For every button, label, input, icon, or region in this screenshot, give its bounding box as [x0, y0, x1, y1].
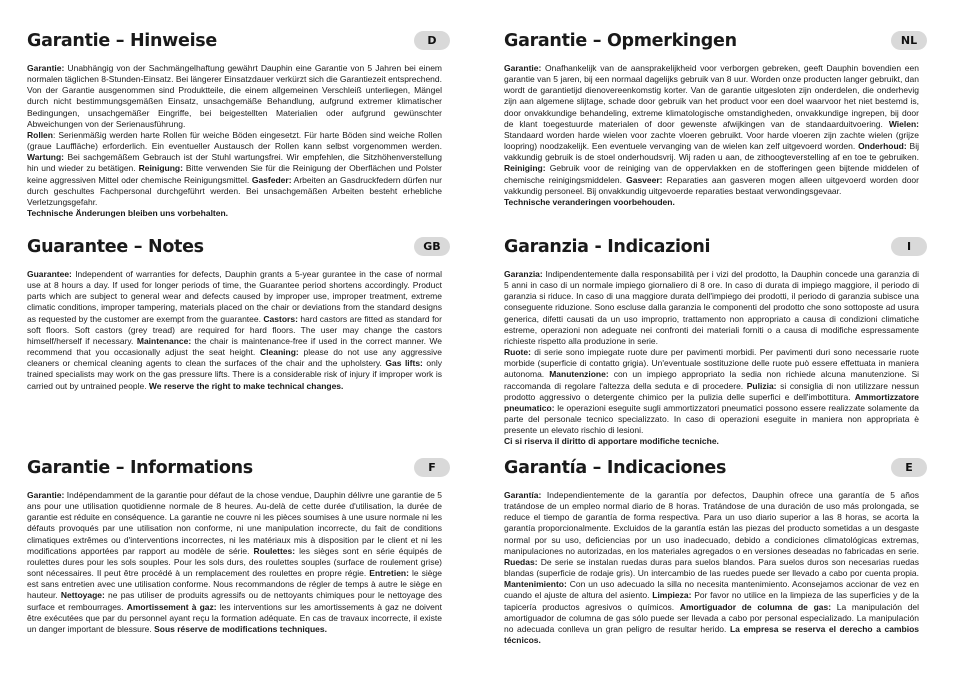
text-run: Indipendentemente dalla responsabilità per i vizi del prodotto, la Dauphin concede una garanzia di 5 anni in caso di un normale impiego giornaliero di 8 ore. In caso di durata di impiego maggiore, il periodo di garanzia si riduce. In caso di una maggiore durata dell'impiego dei prodotti, il periodo di garanzia subisce una conseguente riduzione. Sono escluse dalla garanzia le componenti del prodotto che sono sottoposte ad usura generica, difetti causati da un uso improprio, trattamento non appropriato a causa di condizioni climatiche estreme, operazioni non adeguate nei confronti dei materiali forniti o a causa di modifiche espressamente richieste rispetto alla produzione in serie. [504, 269, 919, 346]
text-run: Gebruik voor de reiniging van de oppervlakken en de stofferingen geen bijtende middelen of chemische reinigingsmiddelen. [504, 163, 919, 185]
bold-run: Pulizia: [746, 380, 777, 391]
bold-run: Amortissement à gaz: [126, 601, 217, 612]
bold-run: Garantie: [27, 63, 65, 73]
section-header [504, 30, 919, 56]
section-i [504, 236, 919, 448]
text-run: le operazioni eseguite sugli ammortizzatori pneumatici possono essere realizzate solamente da parte del personale tecnico specializzato. In caso di operazioni eseguite in maniera non appropriata è presente un elevato rischio di lesioni. [504, 402, 919, 436]
bold-run: Ci si riserva il diritto di apportare modifiche tecniche. [504, 436, 719, 447]
bold-run: Ruedas: [504, 556, 538, 567]
text-run: con un impiego appropriato la sedia non richiede alcuna manutenzione. Si raccomanda di regolare l'altezza della seduta e di procedere. [504, 369, 920, 391]
section-header [504, 236, 919, 262]
text-run: les sièges sont en série équipés de roulettes dures pour les sols souples. Pour les sols durs, des roulettes souples (surface de roulement grise) sont nécessaires. Il peut être procédé à un remplacement des roulettes en propre régie. [27, 545, 442, 579]
paragraph [504, 197, 919, 208]
bold-run: Roulettes: [253, 545, 296, 556]
text-run: les interventions sur les amortissements à gaz ne doivent être exécutées que par du personnel ayant reçu la formation adéquate. En cas de travaux incorrecte, il existe un danger important de blessure. [27, 601, 442, 634]
bold-run: Reiniging: [504, 163, 546, 174]
bold-run: Technische veranderingen voorbehouden. [504, 196, 675, 207]
language-badge: I [891, 237, 927, 256]
text-run: Independent of warranties for defects, Dauphin grants a 5-year gurantee in the case of normal use at 8 hours a day. If used for longer periods of time, the Guarantee period shortens accordingly. Product parts which are subject to general wear and defects caused by improper use, improper treatment, extreme climatic conditions, improper tampering, materials placed on the chair or deviations from the standard designs as requested by the customer are exempt from the guarantee. [27, 269, 442, 324]
text-run: di serie sono impiegate ruote dure per pavimenti morbidi. Per pavimenti duri sono necessarie ruote morbide (superficie di contatto grigia). Un'eventuale sostituzione delle ruote può essere effettuata in maniera autonoma. [504, 347, 919, 380]
bold-run: Garantie: [27, 490, 65, 500]
paragraph [504, 490, 919, 646]
text-run: Standaard worden harde wielen voor zachte vloeren gebruikt. Voor harde vloeren zijn zachte wielen (grijze loopring) noodzakelijk. Een eventuele vervanging van de wielen kan zelf uitgevoerd worden. [504, 129, 919, 152]
section-body [504, 269, 919, 448]
section-title: Garantie – Opmerkingen [504, 31, 737, 51]
bold-run: Reinigung: [138, 163, 183, 174]
bold-run: Amortiguador de columna de gas: [679, 601, 832, 612]
language-badge: E [891, 458, 927, 477]
bold-run: Castors: [263, 313, 298, 324]
bold-run: Gasveer: [626, 174, 663, 185]
text-run: Onafhankelijk van de aansprakelijkheid voor verborgen gebreken, geeft Dauphin bovendien een garantie van 5 jaren, bij een normaal dagelijks gebruik van 8 uur. Worden onze producten langer gebruikt, dan wordt de garantietijd dienovereenkomstig korter. Van de garantie uitgesloten zijn onderdelen, die onderhevig zijn aan algemene slijtage, schade door gebruik van het product voor een doel waarvoor het niet bestemd is, door onvakkundige behandeling, extreme klimatologische omstandigheden, onvakkundige ingrepen, bij door de klant toegestuurde materialen of door gewenste afwijkingen van de standaarduitvoering. [504, 63, 919, 129]
text-run: Indépendamment de la garantie pour défaut de la chose vendue, Dauphin délivre une garantie de 5 ans pour une utilisation quotidienne normale de 8 heures. Au-delà de cette durée d'utilisation, la durée de garantie est réduite en conséquence. La garantie ne couvre ni les pièces soumises à une usure normale ni les défauts provoqués par une utilisation non conforme, ni une manipulation incorrecte, du fait de conditions climatiques extrêmes ou d'interventions incorrectes, ni les matériaux mis à disposition par le client et ni les modifications apportées par rapport au modèle de série. [27, 490, 442, 556]
section-body [504, 63, 919, 208]
paragraph [504, 269, 919, 347]
section-header [27, 30, 442, 56]
section-title: Garantie – Hinweise [27, 31, 217, 51]
bold-run: Garanzia: [504, 269, 543, 279]
section-body [27, 269, 442, 392]
bold-run: Gasfeder: [251, 174, 292, 185]
text-run: Con un uso adecuado la silla no necesita mantenimiento. Aconsejamos accionar de vez en cuando el ajuste de altura del asiento. [504, 579, 919, 601]
text-run: ne pas utiliser de produits agressifs ou de nettoyants chimiques pour le nettoyage des surface et rembourrages. [27, 590, 442, 612]
bold-run: Gas lifts: [385, 358, 423, 369]
bold-run: Garantie: [504, 63, 542, 73]
language-badge: GB [414, 237, 450, 256]
text-run: hard castors are fitted as standard for soft floors. Soft castors (grey tread) are required for hard floors. The user may change the castors himself/herself if necessary. [27, 313, 442, 346]
section-de [27, 30, 442, 219]
section-title: Garantía – Indicaciones [504, 458, 727, 478]
bold-run: Limpieza: [652, 590, 692, 601]
bold-run: Onderhoud: [858, 141, 907, 152]
bold-run: Technische Änderungen bleiben uns vorbehalten. [27, 208, 229, 219]
paragraph [27, 208, 442, 219]
text-run: La manipulación del amortiguador de columna de gas sólo puede ser llevada a cabo por personal especializado. La manipulación no adecuada conlleva un gran peligro de resultar herido. [504, 601, 919, 634]
bold-run: We reserve the right to make technical changes. [148, 380, 344, 391]
paragraph [27, 130, 442, 208]
bold-run: Cleaning: [260, 347, 299, 358]
bold-run: Mantenimiento: [504, 579, 567, 590]
paragraph [504, 347, 919, 436]
text-run: only trained specialists may work on the gas pressure lifts. There is a considerable risk of injury if improper work is carried out by untrained people. [27, 358, 442, 391]
section-body [504, 490, 919, 646]
bold-run: Maintenance: [136, 335, 192, 346]
section-title: Garantie – Informations [27, 458, 253, 478]
text-run: Unabhängig von der Sachmängelhaftung gewährt Dauphin eine Garantie von 5 Jahren bei einem normalen täglichen 8-Stunden-Einsatz. Bei längerer Einsatzdauer verkürzt sich die Garantiezeit entsprechend. Von der Garantie ausgenommen sind Produktteile, die einem allgemeinen Verschleiß unterliegen, Mängel durch nicht bestimmungsgemäßen Einsatz, unsachgemäße Behandlung, aufgrund extremer klimatischer Bedingungen, unsachgemäßer Eingriffe, bei beigestellten Materialien oder aufgrund gewünschter Abweichungen von der Serienausführung. [27, 63, 442, 129]
bold-run: Wielen: [888, 118, 919, 129]
section-f [27, 457, 442, 635]
section-title: Garanzia - Indicazioni [504, 237, 711, 257]
section-body [27, 63, 442, 219]
bold-run: Manutenzione: [549, 369, 609, 380]
bold-run: Sous réserve de modifications techniques. [154, 623, 327, 634]
section-e [504, 457, 919, 646]
bold-run: Wartung: [27, 152, 64, 163]
bold-run: Guarantee: [27, 269, 72, 279]
bold-run: Ammortizzatore pneumatico: [504, 391, 919, 413]
text-run: Por favor no utilice en la limpieza de las superficies y de la tapicería productos agresivos o químicos. [504, 590, 919, 612]
text-run: le siège est sans entretien avec une utilisation conforme. Nous recommandons de régler de temps à autre le siège en hauteur. [27, 568, 442, 601]
section-header [27, 457, 442, 483]
section-nl [504, 30, 919, 208]
bold-run: Ruote: [504, 347, 531, 358]
text-run: : Serienmäßig werden harte Rollen für weiche Böden eingesetzt. Für harte Böden sind weiche Rollen (graue Lauffläche) erforderlich. Ein eventueller Austausch der Rollen kann selbst vorgenommen werden. [27, 129, 442, 152]
section-header [27, 236, 442, 262]
text-run: Bei sachgemäßem Gebrauch ist der Stuhl wartungsfrei. Wir empfehlen, die Sitzhöhenverstellung hin und wieder zu betätigen. [27, 152, 442, 174]
section-gb [27, 236, 442, 392]
section-body [27, 490, 442, 635]
bold-run: Entretien: [369, 568, 409, 579]
bold-run: La empresa se reserva el derecho a cambios técnicos. [504, 623, 919, 646]
section-header [504, 457, 919, 483]
paragraph [27, 269, 442, 392]
paragraph [27, 490, 442, 635]
bold-run: Rollen [27, 129, 53, 140]
language-badge: NL [891, 31, 927, 50]
text-run: Arbeiten an Gasdruckfedern dürfen nur durch geschultes Fachpersonal durchgeführt werden. Bei unsachgemäßen Arbeiten besteht erhebliche Verletzungsgefahr. [27, 174, 442, 207]
text-run: Reparaties aan gasveren mogen alleen uitgevoerd worden door vakkundig personeel. Bij onvakkundig uitgevoerde reparaties bestaat verwondingsgevaar. [504, 174, 919, 196]
paragraph [27, 63, 442, 130]
text-run: Independientemente de la garantía por defectos, Dauphin ofrece una garantía de 5 años tratándose de un empleo normal diario de 8 horas. Tratándose de una duración de uso más prolongada, se reduce el tiempo de garantía de forma respectiva. Para un uso diario superior a las 8 horas, se acorta la garantía proporcionalmente. Excluidos de la garantía están las piezas del producto sometidas a un desgaste normal por su uso, deficiencias por un uso inadecuado, debido a condiciones climatológicas extremas, manipulaciones no autorizadas, en los materiales agregados o en versiones deseadas no fabricadas en serie. [504, 490, 919, 556]
paragraph [504, 63, 919, 197]
language-badge: D [414, 31, 450, 50]
section-title: Guarantee – Notes [27, 237, 204, 257]
language-badge: F [414, 458, 450, 477]
text-run: Bitte verwenden Sie für die Reinigung der Oberflächen und Polster keine aggressiven Mittel oder chemische Reinigungsmittel. [27, 163, 443, 185]
bold-run: Garantía: [504, 490, 542, 500]
text-run: si consiglia di non utilizzare nessun prodotto aggressivo o detergente chimico per la pulizia delle superfici e dell'imbottitura. [504, 380, 919, 402]
text-run: Bij vakkundig gebruik is de stoel onderhoudsvrij. Wij raden u aan, de zithoogteverstelling af en toe te gebruiken. [504, 141, 919, 163]
paragraph [504, 436, 919, 447]
text-run: De serie se instalan ruedas duras para suelos blandos. Para suelos duros son necesarias ruedas blandas (superficie de rodaje gris). Un intercambio de las ruedes puede ser llevado a cabo por cuenta propia. [504, 556, 919, 579]
bold-run: Nettoyage: [60, 590, 105, 601]
text-run: please do not use any aggressive cleaners or chemical cleaning agents to clean the surfaces of the chair and the upholstery. [27, 347, 442, 369]
text-run: the chair is maintenance-free if used in the correct manner. We recommend that you occasionally adjust the seat height. [27, 335, 443, 358]
